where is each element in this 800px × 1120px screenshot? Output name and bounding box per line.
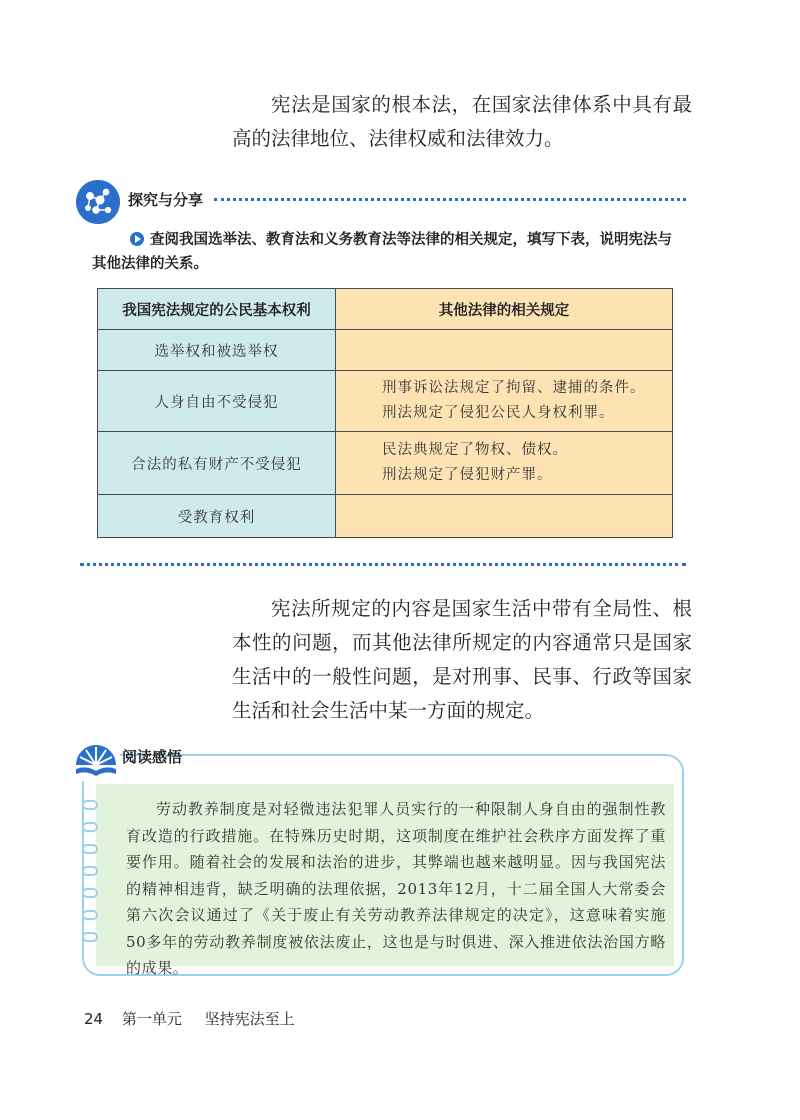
table-row (98, 330, 673, 371)
dotted-divider (80, 563, 686, 566)
body-paragraph (232, 592, 692, 728)
binder-ring (82, 844, 98, 854)
binder-ring (82, 932, 98, 942)
reading-text: 劳动教养制度是对轻微违法犯罪人员实行的一种限制人身自由的强制性教育改造的行政措施。在特殊历史时期，这项制度在维护社会秩序方面发挥了重要作用。随着社会的发展和法治的进步，其弊端也越来越明显。因与我国宪法的精神相违背，缺乏明确的法理依据，2013年12月，十二届全国人大常委会第六次会议通过了《关于废止有关劳动教养法律规定的决定》，这意味着实施50多年的劳动教养制度被依法废止，这也是与时俱进、深入推进依法治国方略的成果。 (126, 800, 666, 977)
table-row (98, 495, 673, 538)
reading-paragraph (126, 796, 666, 982)
page-footer (84, 1008, 295, 1029)
law-line: 刑法规定了侵犯公民人身权利罪。 (382, 405, 615, 421)
table-cell-right: 人身自由不受侵犯 (98, 371, 336, 432)
table-cell-law (336, 432, 673, 495)
page-number: 24 (84, 1010, 104, 1028)
binder-ring (82, 888, 98, 898)
reading-title: 阅读感悟 (122, 748, 183, 766)
unit-title: 坚持宪法至上 (204, 1010, 295, 1028)
table-header: 我国宪法规定的公民基本权利 (98, 289, 336, 330)
binder-ring (82, 910, 98, 920)
dotted-divider (214, 198, 686, 201)
sunrise-book-icon (72, 741, 120, 781)
unit-label: 第一单元 (121, 1010, 182, 1028)
intro-text: 宪法是国家的根本法，在国家法律体系中具有最高的法律地位、法律权威和法律效力。 (232, 93, 692, 150)
table-cell-law (336, 495, 673, 538)
rights-table (97, 288, 673, 538)
table-cell-right: 选举权和被选举权 (98, 330, 336, 371)
section-title: 探究与分享 (128, 191, 204, 209)
table-row (98, 432, 673, 495)
molecule-icon (76, 180, 120, 224)
law-line: 刑事诉讼法规定了拘留、逮捕的条件。 (382, 380, 646, 396)
law-line: 刑法规定了侵犯财产罪。 (382, 467, 553, 483)
binder-ring (82, 866, 98, 876)
law-line: 民法典规定了物权、债权。 (382, 442, 568, 458)
table-row (98, 371, 673, 432)
play-bullet-icon (130, 232, 144, 246)
table-cell-right: 合法的私有财产不受侵犯 (98, 432, 336, 495)
table-cell-right: 受教育权利 (98, 495, 336, 538)
table-cell-law (336, 371, 673, 432)
body-text: 宪法所规定的内容是国家生活中带有全局性、根本性的问题，而其他法律所规定的内容通常只是国家生活中的一般性问题，是对刑事、民事、行政等国家生活和社会生活中某一方面的规定。 (232, 597, 692, 722)
binder-ring (82, 822, 98, 832)
intro-paragraph (232, 88, 692, 156)
table-cell-law (336, 330, 673, 371)
task-text: 查阅我国选举法、教育法和义务教育法等法律的相关规定，填写下表，说明宪法与其他法律的关系。 (92, 232, 672, 272)
binder-ring (82, 800, 98, 810)
task-instruction (92, 228, 682, 276)
table-header: 其他法律的相关规定 (336, 289, 673, 330)
